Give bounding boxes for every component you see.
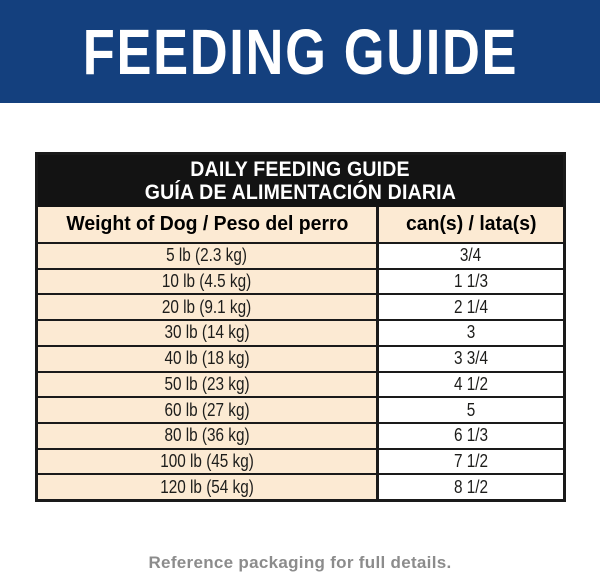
table-row xyxy=(38,319,563,345)
table-row xyxy=(38,242,563,268)
banner xyxy=(0,0,600,103)
weight-value: 60 lb (27 kg) xyxy=(164,399,250,420)
cans-value: 3/4 xyxy=(460,245,482,266)
cans-value: 5 xyxy=(466,399,476,420)
column-header-cans xyxy=(379,207,563,242)
weight-cell xyxy=(38,450,379,474)
cans-cell xyxy=(379,321,563,345)
table-body xyxy=(38,242,563,499)
footer-note: Reference packaging for full details. xyxy=(148,553,452,572)
column-header-cans-label: can(s) / lata(s) xyxy=(405,213,537,235)
table-row xyxy=(38,293,563,319)
weight-value: 100 lb (45 kg) xyxy=(160,450,254,471)
cans-cell xyxy=(379,398,563,422)
weight-cell xyxy=(38,475,379,499)
weight-cell xyxy=(38,398,379,422)
cans-value: 8 1/2 xyxy=(453,476,489,497)
cans-cell xyxy=(379,347,563,371)
cans-cell xyxy=(379,475,563,499)
cans-cell xyxy=(379,270,563,294)
table-header-row xyxy=(38,207,563,242)
feeding-table xyxy=(35,152,566,502)
weight-cell xyxy=(38,270,379,294)
table-row xyxy=(38,345,563,371)
table-row xyxy=(38,396,563,422)
table-row xyxy=(38,371,563,397)
table-row xyxy=(38,448,563,474)
column-header-weight-label: Weight of Dog / Peso del perro xyxy=(65,213,349,235)
weight-cell xyxy=(38,347,379,371)
weight-value: 50 lb (23 kg) xyxy=(164,373,250,394)
weight-value: 30 lb (14 kg) xyxy=(164,322,250,343)
weight-cell xyxy=(38,321,379,345)
weight-value: 40 lb (18 kg) xyxy=(164,348,250,369)
cans-value: 4 1/2 xyxy=(453,373,489,394)
cans-value: 2 1/4 xyxy=(453,296,489,317)
table-title-en: DAILY FEEDING GUIDE xyxy=(190,158,411,181)
table-row xyxy=(38,422,563,448)
table-row xyxy=(38,268,563,294)
weight-value: 10 lb (4.5 kg) xyxy=(162,271,252,292)
weight-value: 20 lb (9.1 kg) xyxy=(162,296,252,317)
weight-value: 120 lb (54 kg) xyxy=(160,476,254,497)
table-title-es: GUÍA DE ALIMENTACIÓN DIARIA xyxy=(144,181,457,204)
table-title xyxy=(38,155,563,207)
column-header-weight xyxy=(38,207,379,242)
weight-cell xyxy=(38,244,379,268)
cans-value: 3 3/4 xyxy=(453,348,489,369)
weight-cell xyxy=(38,424,379,448)
weight-value: 5 lb (2.3 kg) xyxy=(166,245,248,266)
banner-title: FEEDING GUIDE xyxy=(82,15,518,88)
footer xyxy=(0,553,600,573)
table-row xyxy=(38,473,563,499)
cans-value: 3 xyxy=(466,322,476,343)
cans-cell xyxy=(379,295,563,319)
cans-value: 7 1/2 xyxy=(453,450,489,471)
weight-value: 80 lb (36 kg) xyxy=(164,425,250,446)
cans-cell xyxy=(379,450,563,474)
cans-value: 6 1/3 xyxy=(453,425,489,446)
cans-cell xyxy=(379,424,563,448)
weight-cell xyxy=(38,295,379,319)
cans-cell xyxy=(379,373,563,397)
weight-cell xyxy=(38,373,379,397)
cans-cell xyxy=(379,244,563,268)
cans-value: 1 1/3 xyxy=(453,271,489,292)
